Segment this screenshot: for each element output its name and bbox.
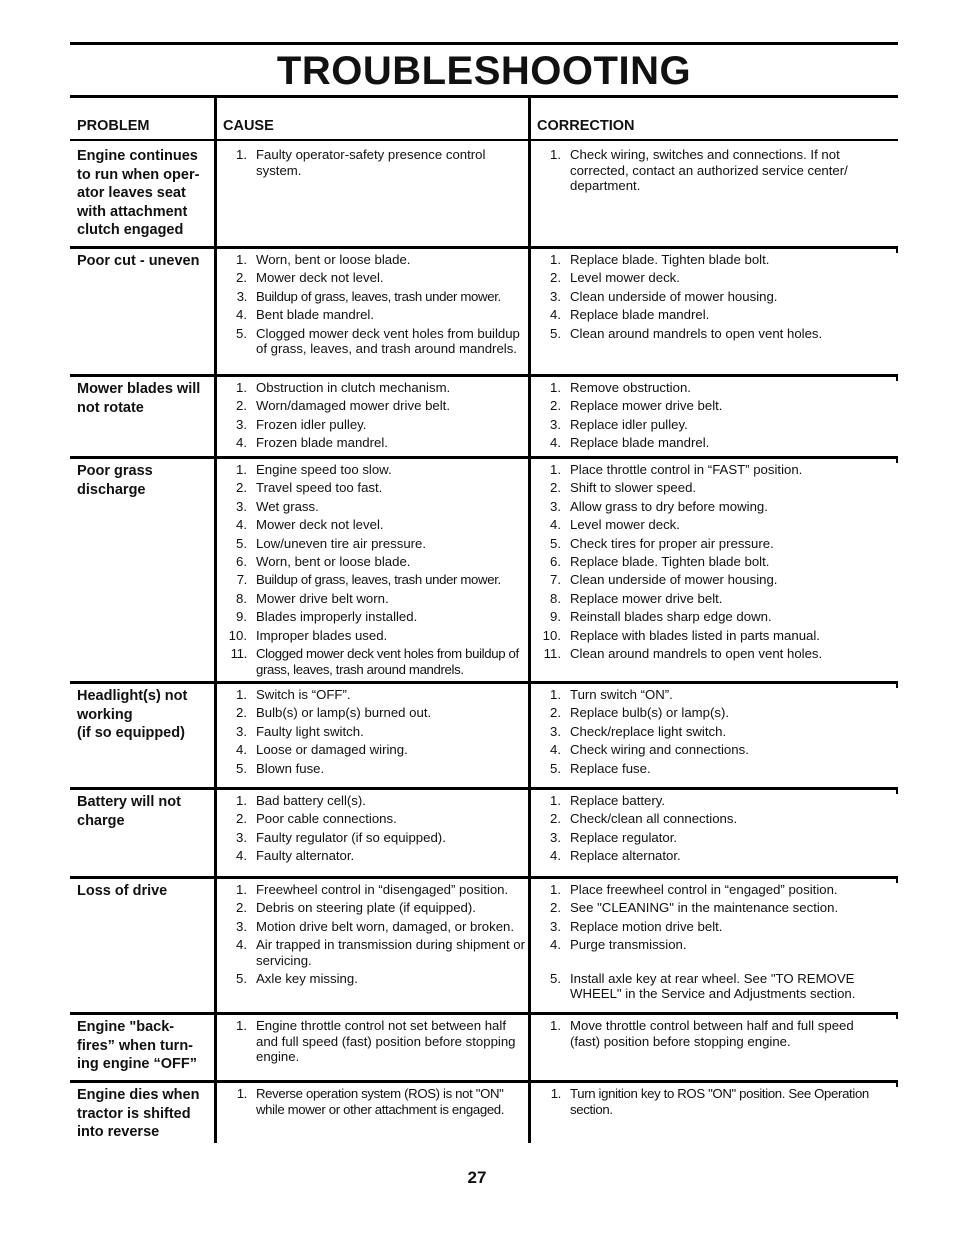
item-number: 6 . bbox=[537, 554, 561, 570]
row-separator bbox=[70, 1012, 898, 1015]
correction-cell bbox=[537, 1018, 877, 1052]
item-number: 4 . bbox=[537, 435, 561, 451]
item-number: 3 . bbox=[223, 417, 247, 433]
item-text: Buildup of grass, leaves, trash under mower. bbox=[256, 288, 501, 304]
item-text: Replace bulb(s) or lamp(s). bbox=[570, 705, 730, 721]
item-number: 4 . bbox=[537, 937, 561, 953]
item-text: See "CLEANING" in the maintenance section. bbox=[570, 900, 839, 916]
item-number: 2 . bbox=[537, 270, 561, 286]
row-separator bbox=[70, 1080, 898, 1083]
item-text: Faulty light switch. bbox=[256, 723, 364, 739]
item-text: Frozen idler pulley. bbox=[256, 416, 367, 432]
item-number: 3 . bbox=[223, 830, 247, 846]
item-number: 2 . bbox=[223, 480, 247, 496]
list-item bbox=[537, 1018, 877, 1049]
list-item bbox=[537, 705, 877, 721]
item-number: 3 . bbox=[223, 724, 247, 740]
list-item bbox=[537, 919, 877, 935]
list-item bbox=[537, 761, 877, 777]
list-item bbox=[537, 830, 877, 846]
item-number: 6 . bbox=[223, 554, 247, 570]
item-number: 1 . bbox=[537, 1018, 561, 1034]
cause-cell bbox=[223, 882, 528, 990]
item-number: 3 . bbox=[537, 830, 561, 846]
item-text: Check wiring, switches and connections. If not corrected, contact an authorized service center/ department. bbox=[570, 147, 848, 194]
item-text: Replace battery. bbox=[570, 793, 666, 808]
list-item bbox=[223, 687, 528, 703]
item-number: 4 . bbox=[537, 307, 561, 323]
problem-cell: Mower blades will not rotate bbox=[77, 381, 201, 416]
item-text: Remove obstruction. bbox=[570, 380, 691, 395]
item-number: 1 . bbox=[223, 882, 247, 898]
item-number: 11 . bbox=[223, 646, 247, 662]
item-number: 3 . bbox=[223, 289, 247, 305]
list-item bbox=[223, 147, 528, 178]
item-number: 7 . bbox=[537, 572, 561, 588]
item-text: Turn ignition key to ROS "ON" position. See Operation section. bbox=[570, 1086, 869, 1117]
item-text: Wet grass. bbox=[256, 498, 319, 514]
row-separator bbox=[70, 787, 898, 790]
item-number: 1 . bbox=[223, 687, 247, 703]
cause-cell bbox=[223, 380, 528, 454]
list-item bbox=[537, 270, 877, 286]
item-number: 4 . bbox=[223, 517, 247, 533]
list-item bbox=[223, 761, 528, 777]
item-number: 7 . bbox=[223, 572, 247, 588]
item-text: Frozen blade mandrel. bbox=[256, 435, 388, 451]
list-item bbox=[537, 937, 877, 953]
item-number: 3 . bbox=[223, 499, 247, 515]
list-item bbox=[537, 380, 877, 396]
item-number: 5 . bbox=[223, 971, 247, 987]
list-item bbox=[537, 147, 877, 194]
list-item bbox=[223, 252, 528, 268]
list-item bbox=[223, 536, 528, 552]
item-text: Bad battery cell(s). bbox=[256, 793, 366, 808]
problem-cell: Battery will not charge bbox=[77, 794, 181, 829]
item-text: Replace motion drive belt. bbox=[570, 918, 723, 934]
item-number: 5 . bbox=[223, 536, 247, 552]
item-text: Air trapped in transmission during shipment or servicing. bbox=[256, 937, 526, 968]
correction-cell bbox=[537, 687, 877, 779]
item-text: Shift to slower speed. bbox=[570, 480, 697, 496]
item-number: 4 . bbox=[223, 435, 247, 451]
cause-cell bbox=[223, 793, 528, 867]
item-number: 1 . bbox=[223, 380, 247, 396]
item-text: Worn, bent or loose blade. bbox=[256, 252, 411, 267]
item-number: 1 . bbox=[223, 147, 247, 163]
item-text: Motion drive belt worn, damaged, or broken. bbox=[256, 918, 515, 934]
cause-cell bbox=[223, 1018, 528, 1068]
item-number: 4 . bbox=[223, 937, 247, 953]
item-text: Replace blade. Tighten blade bolt. bbox=[570, 553, 770, 569]
list-item bbox=[537, 289, 877, 305]
item-text: Faulty operator-safety presence control system. bbox=[256, 147, 486, 178]
list-item bbox=[223, 480, 528, 496]
item-text: Obstruction in clutch mechanism. bbox=[256, 380, 451, 395]
list-item bbox=[537, 536, 877, 552]
item-text: Improper blades used. bbox=[256, 627, 388, 643]
list-item bbox=[223, 830, 528, 846]
item-number: 1 . bbox=[537, 462, 561, 478]
list-item bbox=[537, 417, 877, 433]
item-text: Reinstall blades sharp edge down. bbox=[570, 609, 772, 625]
item-number: 1 . bbox=[537, 380, 561, 396]
item-number: 4 . bbox=[223, 848, 247, 864]
item-number: 2 . bbox=[537, 480, 561, 496]
item-number: 1 . bbox=[223, 462, 247, 478]
list-item bbox=[223, 572, 528, 588]
item-text: Blown fuse. bbox=[256, 760, 325, 776]
problem-cell: Poor cut - uneven bbox=[77, 253, 200, 269]
item-number: 4 . bbox=[223, 742, 247, 758]
row-separator bbox=[70, 876, 898, 879]
item-text: Low/uneven tire air pressure. bbox=[256, 535, 427, 551]
item-text: Faulty alternator. bbox=[256, 848, 355, 864]
item-text: Bulb(s) or lamp(s) burned out. bbox=[256, 705, 432, 721]
list-item bbox=[537, 307, 877, 323]
list-item bbox=[223, 724, 528, 740]
problem-cell: Engine "back- fires” when turn- ing engine “OFF” bbox=[77, 1019, 198, 1073]
correction-cell bbox=[537, 793, 877, 867]
item-number: 3 . bbox=[537, 417, 561, 433]
item-text: Allow grass to dry before mowing. bbox=[570, 498, 768, 514]
list-item bbox=[223, 398, 528, 414]
list-item bbox=[223, 793, 528, 809]
item-text: Place freewheel control in “engaged” position. bbox=[570, 882, 838, 897]
list-item bbox=[537, 687, 877, 703]
item-text: Check/replace light switch. bbox=[570, 723, 727, 739]
header-problem: PROBLEM bbox=[77, 118, 150, 134]
list-item bbox=[223, 554, 528, 570]
item-text: Switch is “OFF”. bbox=[256, 687, 351, 702]
item-number: 9 . bbox=[223, 609, 247, 625]
list-item bbox=[223, 609, 528, 625]
correction-cell bbox=[537, 1086, 877, 1120]
list-item bbox=[223, 326, 528, 357]
correction-cell bbox=[537, 462, 877, 664]
list-item bbox=[537, 646, 877, 662]
item-text: Replace regulator. bbox=[570, 829, 678, 845]
item-text: Replace idler pulley. bbox=[570, 416, 688, 432]
item-number: 1 . bbox=[537, 1086, 561, 1102]
item-text: Poor cable connections. bbox=[256, 811, 397, 827]
correction-cell bbox=[537, 147, 877, 197]
problem-cell: Engine continues to run when oper- ator leaves seat with attachment clutch engaged bbox=[77, 148, 200, 239]
item-number: 5 . bbox=[223, 326, 247, 342]
item-text: Freewheel control in “disengaged” position. bbox=[256, 882, 509, 897]
item-text: Mower deck not level. bbox=[256, 270, 384, 286]
list-item bbox=[223, 971, 528, 987]
item-text: Replace alternator. bbox=[570, 848, 681, 864]
list-item bbox=[223, 937, 528, 968]
item-text: Replace blade. Tighten blade bolt. bbox=[570, 252, 770, 267]
row-separator bbox=[70, 246, 898, 249]
item-number: 4 . bbox=[537, 848, 561, 864]
list-item bbox=[223, 742, 528, 758]
row-separator bbox=[70, 681, 898, 684]
item-number: 2 . bbox=[223, 398, 247, 414]
list-item bbox=[537, 900, 877, 916]
problem-cell: Loss of drive bbox=[77, 883, 168, 899]
list-item bbox=[537, 971, 877, 1002]
cause-cell bbox=[223, 252, 528, 360]
item-text: Engine speed too slow. bbox=[256, 462, 392, 477]
item-text: Engine throttle control not set between half and full speed (fast) position before stopping engine. bbox=[256, 1018, 516, 1065]
top-rule bbox=[70, 42, 898, 45]
item-text: Replace fuse. bbox=[570, 760, 651, 776]
item-text: Level mower deck. bbox=[570, 270, 680, 286]
item-number: 4 . bbox=[537, 517, 561, 533]
item-text: Check tires for proper air pressure. bbox=[570, 535, 774, 551]
list-item bbox=[223, 900, 528, 916]
title-rule bbox=[70, 95, 898, 98]
item-text: Reverse operation system (ROS) is not "ON" while mower or other attachment is engaged. bbox=[256, 1086, 505, 1117]
item-number: 3 . bbox=[537, 499, 561, 515]
item-text: Replace mower drive belt. bbox=[570, 590, 723, 606]
list-item bbox=[537, 499, 877, 515]
list-item bbox=[537, 882, 877, 898]
item-text: Faulty regulator (if so equipped). bbox=[256, 829, 446, 845]
item-text: Replace mower drive belt. bbox=[570, 398, 723, 414]
item-text: Mower drive belt worn. bbox=[256, 590, 389, 606]
problem-cell: Engine dies when tractor is shifted into reverse bbox=[77, 1087, 200, 1141]
item-number: 3 . bbox=[223, 919, 247, 935]
row-separator bbox=[70, 456, 898, 459]
item-text: Install axle key at rear wheel. See "TO REMOVE WHEEL" in the Service and Adjustments section. bbox=[570, 970, 856, 1002]
item-text: Clean underside of mower housing. bbox=[570, 288, 778, 304]
item-number: 5 . bbox=[537, 536, 561, 552]
item-number: 4 . bbox=[537, 742, 561, 758]
item-number: 5 . bbox=[223, 761, 247, 777]
item-text: Loose or damaged wiring. bbox=[256, 742, 408, 758]
list-item bbox=[537, 554, 877, 570]
list-item bbox=[223, 811, 528, 827]
item-text: Clean around mandrels to open vent holes. bbox=[570, 325, 823, 341]
item-number: 10 . bbox=[223, 628, 247, 644]
problem-cell: Poor grass discharge bbox=[77, 463, 153, 498]
item-text: Travel speed too fast. bbox=[256, 480, 383, 496]
cause-cell bbox=[223, 1086, 528, 1120]
item-number: 1 . bbox=[537, 793, 561, 809]
list-item bbox=[537, 1086, 877, 1117]
list-item bbox=[223, 380, 528, 396]
item-number: 1 . bbox=[223, 252, 247, 268]
list-item bbox=[223, 646, 528, 677]
item-text: Place throttle control in “FAST” position. bbox=[570, 462, 803, 477]
list-item bbox=[537, 572, 877, 588]
list-item bbox=[223, 705, 528, 721]
list-item bbox=[223, 435, 528, 451]
list-item bbox=[537, 480, 877, 496]
item-text: Move throttle control between half and full speed (fast) position before stopping engine. bbox=[570, 1018, 854, 1049]
header-correction: CORRECTION bbox=[537, 118, 635, 134]
item-number: 3 . bbox=[537, 919, 561, 935]
item-number: 2 . bbox=[537, 811, 561, 827]
item-number: 2 . bbox=[223, 811, 247, 827]
item-text: Replace blade mandrel. bbox=[570, 435, 710, 451]
item-text: Clogged mower deck vent holes from buildup of grass, leaves, trash around mandrels. bbox=[256, 645, 519, 677]
item-text: Buildup of grass, leaves, trash under mower. bbox=[256, 572, 501, 588]
item-number: 4 . bbox=[223, 307, 247, 323]
item-text: Worn, bent or loose blade. bbox=[256, 553, 411, 569]
item-text: Clogged mower deck vent holes from buildup of grass, leaves, and trash around mandrels. bbox=[256, 325, 520, 357]
correction-cell bbox=[537, 882, 877, 1005]
item-text: Clean underside of mower housing. bbox=[570, 572, 778, 588]
list-item bbox=[537, 398, 877, 414]
item-text: Check wiring and connections. bbox=[570, 742, 749, 758]
page-number: 27 bbox=[467, 1168, 487, 1187]
list-item bbox=[223, 591, 528, 607]
page-title: TROUBLESHOOTING bbox=[276, 49, 692, 93]
item-number: 2 . bbox=[537, 900, 561, 916]
column-divider-2 bbox=[528, 98, 531, 1143]
cause-cell bbox=[223, 687, 528, 779]
header-cause: CAUSE bbox=[223, 118, 274, 134]
list-item bbox=[223, 882, 528, 898]
item-number: 1 . bbox=[537, 687, 561, 703]
list-item bbox=[223, 307, 528, 323]
item-number: 3 . bbox=[537, 289, 561, 305]
item-number: 2 . bbox=[537, 398, 561, 414]
item-text: Blades improperly installed. bbox=[256, 609, 418, 625]
list-item bbox=[537, 591, 877, 607]
item-number: 11 . bbox=[537, 646, 561, 662]
item-number: 5 . bbox=[537, 971, 561, 987]
item-number: 1 . bbox=[223, 793, 247, 809]
list-item bbox=[537, 724, 877, 740]
list-item bbox=[537, 462, 877, 478]
correction-cell bbox=[537, 380, 877, 454]
item-number: 1 . bbox=[537, 147, 561, 163]
list-item bbox=[537, 252, 877, 268]
list-item bbox=[223, 270, 528, 286]
list-item bbox=[223, 848, 528, 864]
list-item bbox=[223, 1086, 528, 1117]
item-text: Replace with blades listed in parts manual. bbox=[570, 627, 820, 643]
item-number: 5 . bbox=[537, 761, 561, 777]
item-text: Purge transmission. bbox=[570, 937, 687, 953]
item-number: 2 . bbox=[223, 705, 247, 721]
item-number: 8 . bbox=[537, 591, 561, 607]
list-item bbox=[537, 793, 877, 809]
list-item bbox=[223, 517, 528, 533]
list-item bbox=[537, 628, 877, 644]
list-item bbox=[223, 919, 528, 935]
item-number: 1 . bbox=[223, 1086, 247, 1102]
list-item bbox=[537, 435, 877, 451]
item-number: 5 . bbox=[537, 326, 561, 342]
item-text: Axle key missing. bbox=[256, 971, 358, 987]
item-number: 2 . bbox=[223, 270, 247, 286]
list-item bbox=[223, 462, 528, 478]
item-text: Mower deck not level. bbox=[256, 517, 384, 533]
list-item bbox=[223, 289, 528, 305]
cause-cell bbox=[223, 462, 528, 680]
item-text: Debris on steering plate (if equipped). bbox=[256, 900, 476, 916]
header-rule bbox=[70, 139, 898, 141]
item-number: 8 . bbox=[223, 591, 247, 607]
list-item bbox=[537, 609, 877, 625]
cause-cell bbox=[223, 147, 528, 181]
item-text: Bent blade mandrel. bbox=[256, 307, 375, 323]
item-number: 10 . bbox=[537, 628, 561, 644]
item-number: 3 . bbox=[537, 724, 561, 740]
list-item bbox=[223, 1018, 528, 1065]
list-item bbox=[537, 517, 877, 533]
item-number: 1 . bbox=[223, 1018, 247, 1034]
list-item bbox=[537, 811, 877, 827]
list-item bbox=[223, 417, 528, 433]
list-item bbox=[537, 326, 877, 342]
list-item bbox=[537, 848, 877, 864]
item-text: Clean around mandrels to open vent holes. bbox=[570, 645, 823, 661]
list-item bbox=[223, 499, 528, 515]
list-item bbox=[223, 628, 528, 644]
item-text: Check/clean all connections. bbox=[570, 811, 738, 827]
item-number: 9 . bbox=[537, 609, 561, 625]
item-number: 2 . bbox=[537, 705, 561, 721]
problem-cell: Headlight(s) not working (if so equipped) bbox=[77, 688, 188, 742]
row-separator bbox=[70, 374, 898, 377]
item-text: Replace blade mandrel. bbox=[570, 307, 710, 323]
item-text: Level mower deck. bbox=[570, 517, 680, 533]
item-text: Turn switch “ON”. bbox=[570, 687, 673, 702]
item-number: 2 . bbox=[223, 900, 247, 916]
item-text: Worn/damaged mower drive belt. bbox=[256, 398, 450, 414]
item-number: 1 . bbox=[537, 882, 561, 898]
correction-cell bbox=[537, 252, 877, 344]
list-item bbox=[537, 742, 877, 758]
item-number: 1 . bbox=[537, 252, 561, 268]
